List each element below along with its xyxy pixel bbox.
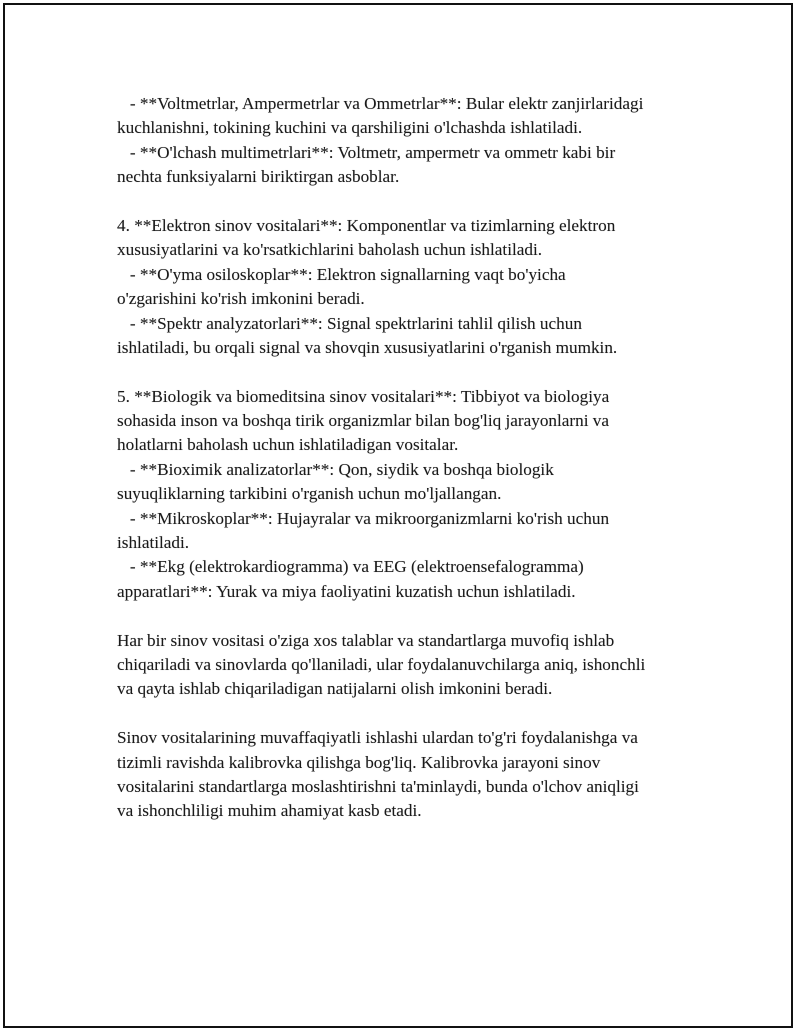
paragraph-gap: [117, 702, 692, 726]
text-line: Sinov vositalarining muvaffaqiyatli ishlashi ulardan to'g'ri foydalanishga va: [117, 728, 638, 748]
text-line: sohasida inson va boshqa tirik organizmlar bilan bog'liq jarayonlarni va: [117, 411, 610, 431]
text-line: suyuqliklarning tarkibini o'rganish uchun mo'ljallangan.: [117, 484, 502, 504]
text-line: apparatlari**: Yurak va miya faoliyatini kuzatish uchun ishlatiladi.: [117, 581, 576, 601]
paragraph-gap: [117, 604, 692, 628]
paragraph-gap: [117, 360, 692, 384]
text-line: kuchlanishni, tokining kuchini va qarshiligini o'lchashda ishlatiladi.: [117, 118, 583, 138]
text-line: - **Ekg (elektrokardiogramma) va EEG (elektroensefalogramma): [117, 557, 584, 577]
text-line: Har bir sinov vositasi o'ziga xos talablar va standartlarga muvofiq ishlab: [117, 630, 615, 650]
text-line: 5. **Biologik va biomeditsina sinov vositalari**: Tibbiyot va biologiya: [117, 386, 610, 406]
text-line: va qayta ishlab chiqariladigan natijalarni olish imkonini beradi.: [117, 679, 553, 699]
text-line: va ishonchliligi muhim ahamiyat kasb etadi.: [117, 801, 422, 821]
text-line: - **Bioximik analizatorlar**: Qon, siydik va boshqa biologik: [117, 459, 554, 479]
text-line: - **O'lchash multimetrlari**: Voltmetr, ampermetr va ommetr kabi bir: [117, 142, 616, 162]
text-line: - **Voltmetrlar, Ampermetrlar va Ommetrlar**: Bular elektr zanjirlaridagi: [117, 94, 644, 113]
text-line: 4. **Elektron sinov vositalari**: Komponentlar va tizimlarning elektron: [117, 215, 616, 235]
paragraph-gap: [117, 190, 692, 214]
text-line: holatlarni baholash uchun ishlatiladigan vositalar.: [117, 435, 459, 455]
text-line: tizimli ravishda kalibrovka qilishga bog'liq. Kalibrovka jarayoni sinov: [117, 752, 601, 772]
text-line: nechta funksiyalarni biriktirgan asboblar.: [117, 167, 400, 187]
document-body: [117, 92, 692, 824]
text-line: ishlatiladi.: [117, 533, 190, 553]
text-line: o'zgarishini ko'rish imkonini beradi.: [117, 289, 365, 309]
text-line: chiqariladi va sinovlarda qo'llaniladi, ular foydalanuvchilarga aniq, ishonchli: [117, 654, 646, 674]
text-line: - **Mikroskoplar**: Hujayralar va mikroorganizmlarni ko'rish uchun: [117, 508, 610, 528]
text-line: - **O'yma osiloskoplar**: Elektron signallarning vaqt bo'yicha: [117, 264, 566, 284]
text-line: vositalarini standartlarga moslashtirishni ta'minlaydi, bunda o'lchov aniqligi: [117, 776, 639, 796]
text-line: xususiyatlarini va ko'rsatkichlarini baholash uchun ishlatiladi.: [117, 240, 543, 260]
text-line: ishlatiladi, bu orqali signal va shovqin xususiyatlarini o'rganish mumkin.: [117, 337, 618, 357]
text-line: - **Spektr analyzatorlari**: Signal spektrlarini tahlil qilish uchun: [117, 313, 582, 333]
